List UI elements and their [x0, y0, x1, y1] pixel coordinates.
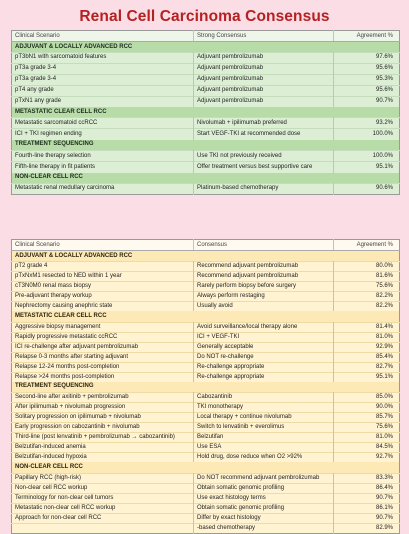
section-header	[12, 173, 400, 184]
agreement-cell: 85.7%	[334, 413, 400, 423]
consensus-cell: Adjuvant pembrolizumab	[194, 53, 334, 64]
agreement-cell: 83.3%	[334, 473, 400, 483]
section-title: TREATMENT SEQUENCING	[12, 382, 400, 393]
scenario-cell: Metastatic renal medullary carcinoma	[12, 184, 194, 195]
consensus-cell: Cabozantinib	[194, 393, 334, 403]
table-row	[12, 262, 400, 272]
table-row	[12, 322, 400, 332]
scenario-cell: ICI re-challenge after adjuvant pembrolizumab	[12, 342, 194, 352]
agreement-cell: 95.1%	[334, 162, 400, 173]
scenario-cell: Rapidly progressive metastatic ccRCC	[12, 332, 194, 342]
section-header	[12, 462, 400, 473]
scenario-cell: ICI + TKI regimen ending	[12, 129, 194, 140]
table-row	[12, 513, 400, 523]
consensus-cell: Platinum-based chemotherapy	[194, 184, 334, 195]
agreement-cell: 86.4%	[334, 483, 400, 493]
scenario-cell: pT2 grade 4	[12, 262, 194, 272]
scenario-cell: pTxN1 any grade	[12, 96, 194, 107]
consensus-cell: Generally acceptable	[194, 342, 334, 352]
section-header	[12, 140, 400, 151]
table-row	[12, 96, 400, 107]
consensus-cell: TKI monotherapy	[194, 403, 334, 413]
agreement-cell: 90.7%	[334, 513, 400, 523]
scenario-cell: Relapse 0-3 months after starting adjuvant	[12, 352, 194, 362]
column-header-agreement: Agreement %	[334, 31, 400, 42]
section-title: TREATMENT SEQUENCING	[12, 140, 400, 151]
consensus-table	[11, 239, 400, 534]
agreement-cell: 95.6%	[334, 85, 400, 96]
consensus-cell: Local therapy + continue nivolumab	[194, 413, 334, 423]
agreement-cell: 100.0%	[334, 129, 400, 140]
agreement-cell: 90.7%	[334, 493, 400, 503]
section-title: ADJUVANT & LOCALLY ADVANCED RCC	[12, 251, 400, 262]
agreement-cell: 92.9%	[334, 342, 400, 352]
consensus-cell: Use TKI not previously received	[194, 151, 334, 162]
scenario-cell: Aggressive biopsy management	[12, 322, 194, 332]
consensus-cell: Usually avoid	[194, 302, 334, 312]
consensus-cell: Always perform restaging	[194, 292, 334, 302]
table-row	[12, 63, 400, 74]
scenario-cell: pT3a grade 3-4	[12, 63, 194, 74]
agreement-cell: 85.4%	[334, 352, 400, 362]
scenario-cell: pT3a grade 3-4	[12, 74, 194, 85]
consensus-cell: Offer treatment versus best supportive care	[194, 162, 334, 173]
section-title: ADJUVANT & LOCALLY ADVANCED RCC	[12, 42, 400, 53]
section-header	[12, 251, 400, 262]
scenario-cell: pTxNxM1 resected to NED within 1 year	[12, 272, 194, 282]
section-header	[12, 382, 400, 393]
table-row	[12, 372, 400, 382]
scenario-cell: Third-line (post lenvatinib + pembrolizumab → cabozantinib)	[12, 433, 194, 443]
table-row	[12, 342, 400, 352]
agreement-cell: 81.0%	[334, 332, 400, 342]
scenario-cell: Early progression on cabozantinib + nivolumab	[12, 423, 194, 433]
column-header-agreement: Agreement %	[334, 240, 400, 251]
scenario-cell: Approach for non-clear cell RCC	[12, 513, 194, 523]
scenario-cell: pT3bN1 with sarcomatoid features	[12, 53, 194, 64]
scenario-cell: Relapse 12-24 months post-completion	[12, 362, 194, 372]
consensus-cell: Obtain somatic genomic profiling	[194, 483, 334, 493]
scenario-cell: Second-line after axitinib + pembrolizumab	[12, 393, 194, 403]
table-row	[12, 53, 400, 64]
column-header-scenario: Clinical Scenario	[12, 240, 194, 251]
consensus-cell: Switch to lenvatinib + everolimus	[194, 423, 334, 433]
consensus-cell: Nivolumab + ipilimumab preferred	[194, 118, 334, 129]
scenario-cell: Metastatic non-clear cell RCC workup	[12, 503, 194, 513]
column-header-scenario: Clinical Scenario	[12, 31, 194, 42]
scenario-cell: Belzutifan-induced hypoxia	[12, 453, 194, 463]
table-row	[12, 393, 400, 403]
section-header	[12, 42, 400, 53]
consensus-cell: Recommend adjuvant pembrolizumab	[194, 272, 334, 282]
agreement-cell: 82.2%	[334, 302, 400, 312]
table-row	[12, 423, 400, 433]
table-row	[12, 272, 400, 282]
scenario-cell	[12, 523, 194, 533]
consensus-cell: Obtain somatic genomic profiling	[194, 503, 334, 513]
table-row	[12, 362, 400, 372]
table-row	[12, 129, 400, 140]
consensus-cell: -based chemotherapy	[194, 523, 334, 533]
table-row	[12, 503, 400, 513]
section-header	[12, 311, 400, 322]
agreement-cell: 95.1%	[334, 372, 400, 382]
table-row	[12, 403, 400, 413]
consensus-cell: Rarely perform biopsy before surgery	[194, 282, 334, 292]
table-row	[12, 493, 400, 503]
scenario-cell: cT3N0M0 renal mass biopsy	[12, 282, 194, 292]
scenario-cell: Nephrectomy causing anephric state	[12, 302, 194, 312]
table-row	[12, 433, 400, 443]
table-row	[12, 292, 400, 302]
section-title: NON-CLEAR CELL RCC	[12, 462, 400, 473]
column-header-consensus: Consensus	[194, 240, 334, 251]
agreement-cell: 84.5%	[334, 443, 400, 453]
consensus-cell: Hold drug, dose reduce when O2 >92%	[194, 453, 334, 463]
table-row	[12, 118, 400, 129]
agreement-cell: 90.7%	[334, 96, 400, 107]
scenario-cell: Fifth-line therapy in fit patients	[12, 162, 194, 173]
consensus-cell: Use exact histology terms	[194, 493, 334, 503]
strong-consensus-table	[11, 30, 400, 195]
page-title: Renal Cell Carcinoma Consensus	[79, 8, 330, 25]
agreement-cell: 82.9%	[334, 523, 400, 533]
scenario-cell: Solitary progression on ipilimumab + nivolumab	[12, 413, 194, 423]
scenario-cell: Metastatic sarcomatoid ccRCC	[12, 118, 194, 129]
agreement-cell: 80.0%	[334, 262, 400, 272]
agreement-cell: 81.0%	[334, 433, 400, 443]
scenario-cell: Belzutifan-induced anemia	[12, 443, 194, 453]
agreement-cell: 82.2%	[334, 292, 400, 302]
scenario-cell: Pre-adjuvant therapy workup	[12, 292, 194, 302]
table-row	[12, 302, 400, 312]
consensus-cell: Do NOT recommend adjuvant pembrolizumab	[194, 473, 334, 483]
agreement-cell: 90.6%	[334, 184, 400, 195]
consensus-cell: Adjuvant pembrolizumab	[194, 96, 334, 107]
consensus-cell: Do NOT re-challenge	[194, 352, 334, 362]
scenario-cell: Relapse >24 months post-completion	[12, 372, 194, 382]
consensus-cell: Re-challenge appropriate	[194, 362, 334, 372]
scenario-cell: pT4 any grade	[12, 85, 194, 96]
table-row	[12, 473, 400, 483]
table-row	[12, 453, 400, 463]
agreement-cell: 86.1%	[334, 503, 400, 513]
section-header	[12, 107, 400, 118]
consensus-cell: Differ by exact histology	[194, 513, 334, 523]
table-row	[12, 151, 400, 162]
section-title: NON-CLEAR CELL RCC	[12, 173, 400, 184]
agreement-cell: 75.6%	[334, 423, 400, 433]
agreement-cell: 95.3%	[334, 74, 400, 85]
consensus-cell: Recommend adjuvant pembrolizumab	[194, 262, 334, 272]
section-title: METASTATIC CLEAR CELL RCC	[12, 311, 400, 322]
agreement-cell: 81.4%	[334, 322, 400, 332]
agreement-cell: 92.7%	[334, 453, 400, 463]
consensus-cell: Re-challenge appropriate	[194, 372, 334, 382]
scenario-cell: Terminology for non-clear cell tumors	[12, 493, 194, 503]
table-header	[12, 31, 400, 42]
agreement-cell: 85.0%	[334, 393, 400, 403]
consensus-cell: Adjuvant pembrolizumab	[194, 63, 334, 74]
table-row	[12, 523, 400, 533]
agreement-cell: 93.2%	[334, 118, 400, 129]
consensus-cell: Start VEGF-TKI at recommended dose	[194, 129, 334, 140]
agreement-cell: 90.0%	[334, 403, 400, 413]
agreement-cell: 81.6%	[334, 272, 400, 282]
table-row	[12, 184, 400, 195]
scenario-cell: Non-clear cell RCC workup	[12, 483, 194, 493]
consensus-cell: Adjuvant pembrolizumab	[194, 74, 334, 85]
table-row	[12, 85, 400, 96]
table-row	[12, 483, 400, 493]
consensus-cell: Adjuvant pembrolizumab	[194, 85, 334, 96]
consensus-cell: ICI + VEGF-TKI	[194, 332, 334, 342]
scenario-cell: Fourth-line therapy selection	[12, 151, 194, 162]
agreement-cell: 75.6%	[334, 282, 400, 292]
table-row	[12, 413, 400, 423]
table-row	[12, 352, 400, 362]
consensus-cell: Use ESA	[194, 443, 334, 453]
table-row	[12, 74, 400, 85]
scenario-cell: Papillary RCC (high-risk)	[12, 473, 194, 483]
table-row	[12, 443, 400, 453]
section-title: METASTATIC CLEAR CELL RCC	[12, 107, 400, 118]
agreement-cell: 95.6%	[334, 63, 400, 74]
scenario-cell: After ipilimumab + nivolumab progression	[12, 403, 194, 413]
table-row	[12, 282, 400, 292]
agreement-cell: 82.7%	[334, 362, 400, 372]
table-row	[12, 162, 400, 173]
consensus-cell: Avoid surveillance/local therapy alone	[194, 322, 334, 332]
table-row	[12, 332, 400, 342]
agreement-cell: 100.0%	[334, 151, 400, 162]
column-header-consensus: Strong Consensus	[194, 31, 334, 42]
agreement-cell: 97.6%	[334, 53, 400, 64]
consensus-cell: Belzutifan	[194, 433, 334, 443]
table-header	[12, 240, 400, 251]
